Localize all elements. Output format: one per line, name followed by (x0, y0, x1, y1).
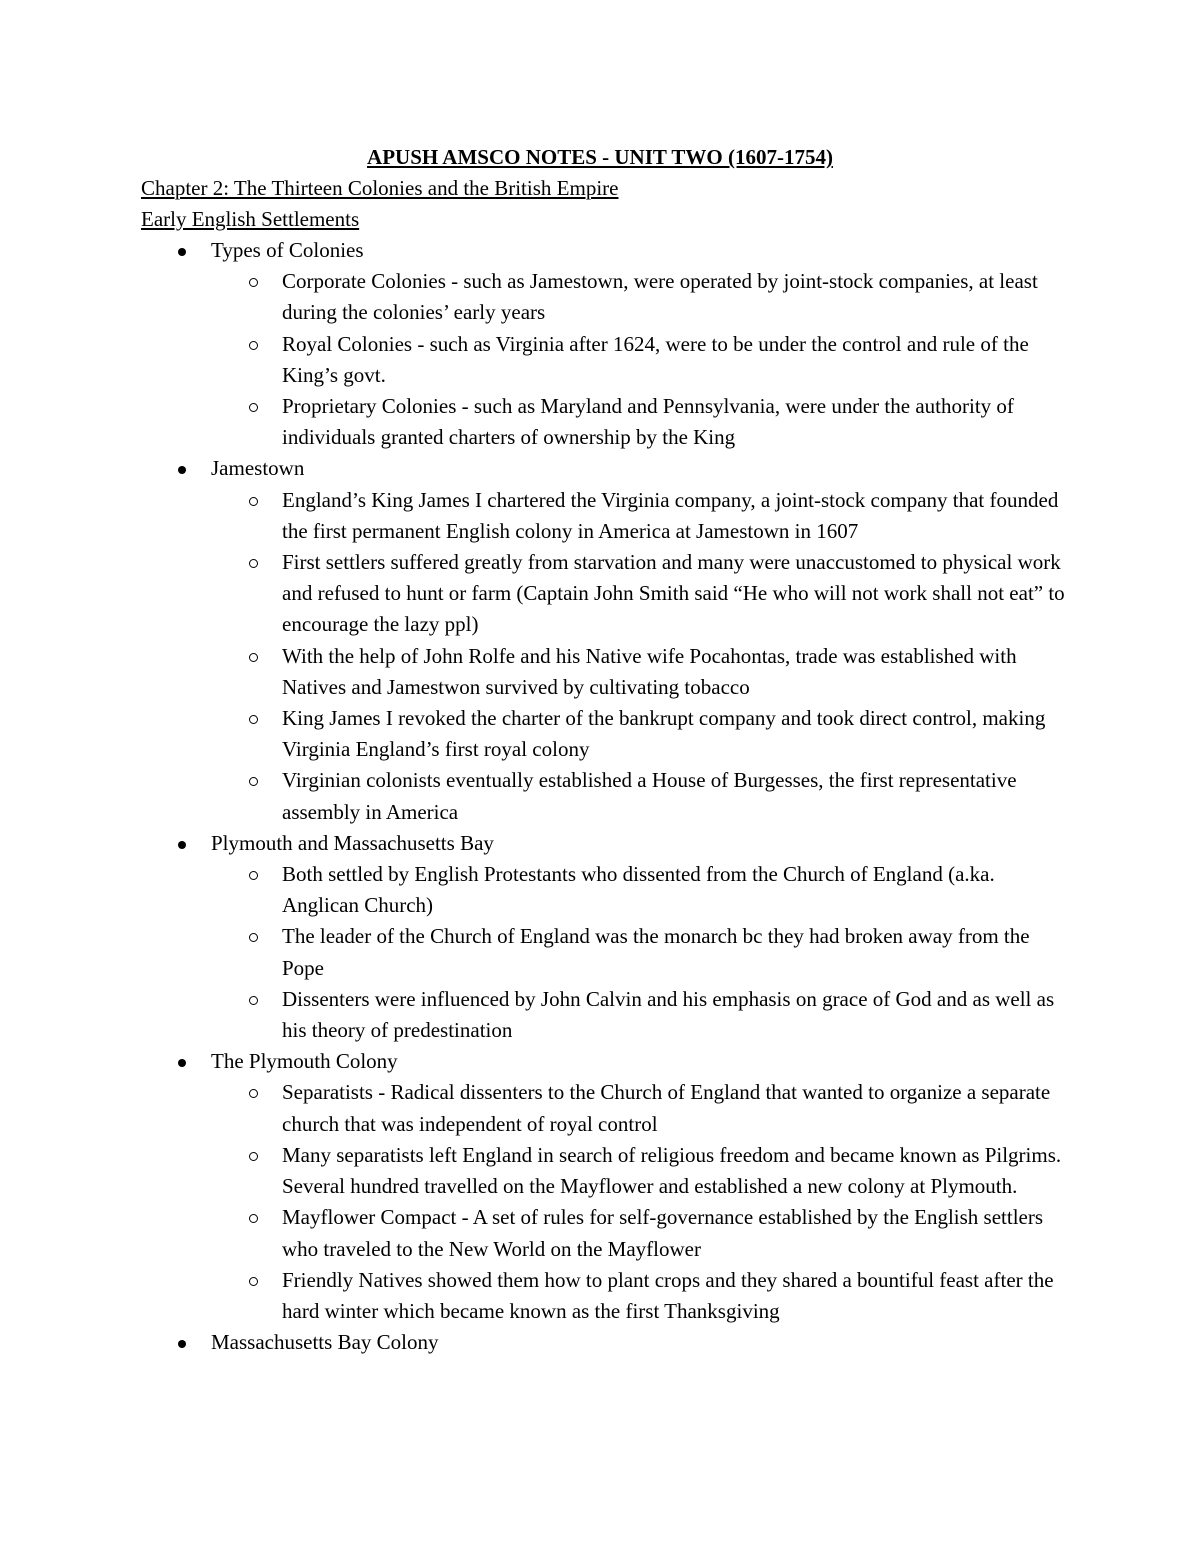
sub-bullet-text: Mayflower Compact - A set of rules for self-governance established by the English settlers who traveled to the New World on the Mayflower (282, 1205, 1044, 1261)
sub-bullet-list (211, 266, 1200, 453)
hollow-bullet-icon (249, 403, 258, 412)
sub-bullet-item (0, 547, 1072, 641)
sub-bullet-list (211, 1077, 1200, 1327)
sub-bullet-list (211, 859, 1200, 1046)
bullet-label: Types of Colonies (211, 238, 364, 262)
sub-bullet-item (0, 1202, 1072, 1264)
sub-bullet-text: With the help of John Rolfe and his Native wife Pocahontas, trade was established with Natives and Jamestwon survived by cultivating tobacco (282, 643, 1017, 699)
sub-bullet-item (0, 641, 1072, 703)
sub-bullet-text: First settlers suffered greatly from starvation and many were unaccustomed to physical work and refused to hunt or farm (Captain John Smith said “He who will not work shall not eat” to encourage the lazy ppl) (282, 550, 1065, 637)
hollow-bullet-icon (249, 497, 258, 506)
bullet-item (0, 453, 1200, 827)
bullet-label: Plymouth and Massachusetts Bay (211, 830, 494, 855)
bullet-label: Massachusetts Bay Colony (211, 1330, 439, 1355)
sub-bullet-text: Virginian colonists eventually established a House of Burgesses, the first representative assembly in America (282, 768, 1017, 824)
sub-bullet-text: Proprietary Colonies - such as Maryland and Pennsylvania, were under the authority of individuals granted charters of ownership by the King (282, 394, 1014, 450)
sub-bullet-text: England’s King James I chartered the Virginia company, a joint-stock company that founded the first permanent English colony in America at Jamestown in 1607 (282, 487, 1059, 543)
sub-bullet-item (0, 1140, 1072, 1202)
sub-bullet-item (0, 1265, 1072, 1327)
document-title: APUSH AMSCO NOTES - UNIT TWO (1607-1754) (367, 145, 833, 169)
sub-bullet-text: Royal Colonies - such as Virginia after 1624, were to be under the control and rule of the King’s govt. (282, 331, 1029, 387)
sub-bullet-text: Both settled by English Protestants who dissented from the Church of England (a.ka. Anglican Church) (282, 862, 995, 918)
bullet-item (0, 1327, 1200, 1358)
sub-bullet-item (0, 266, 1072, 328)
hollow-bullet-icon (249, 559, 258, 568)
sub-bullet-text: King James I revoked the charter of the bankrupt company and took direct control, making Virginia England’s first royal colony (282, 706, 1046, 762)
sub-bullet-text: The leader of the Church of England was the monarch bc they had broken away from the Pope (282, 924, 1030, 980)
filled-bullet-icon (178, 1059, 186, 1067)
sub-bullet-list (211, 485, 1200, 828)
hollow-bullet-icon (249, 933, 258, 942)
sub-bullet-item (0, 765, 1072, 827)
sub-bullet-text: Friendly Natives showed them how to plant crops and they shared a bountiful feast after the hard winter which became known as the first Thanksgiving (282, 1267, 1054, 1323)
hollow-bullet-icon (249, 1089, 258, 1098)
bullet-item (0, 1046, 1200, 1327)
hollow-bullet-icon (249, 715, 258, 724)
hollow-bullet-icon (249, 278, 258, 287)
sub-bullet-item (0, 485, 1072, 547)
sub-bullet-text: Many separatists left England in search of religious freedom and became known as Pilgrims. Several hundred travelled on the Mayflower and established a new colony at Plymouth. (282, 1142, 1062, 1199)
bullet-label: Jamestown (211, 456, 305, 481)
sub-bullet-text: Corporate Colonies - such as Jamestown, were operated by joint-stock companies, at least during the colonies’ early years (282, 269, 1038, 325)
hollow-bullet-icon (249, 996, 258, 1005)
sub-bullet-item (0, 703, 1072, 765)
filled-bullet-icon (178, 248, 186, 256)
sub-bullet-text: Dissenters were influenced by John Calvin and his emphasis on grace of God and as well as his theory of predestination (282, 986, 1055, 1043)
sub-bullet-item (0, 391, 1072, 453)
hollow-bullet-icon (249, 1152, 258, 1161)
sub-bullet-item (0, 984, 1072, 1046)
filled-bullet-icon (178, 466, 186, 474)
hollow-bullet-icon (249, 1214, 258, 1223)
filled-bullet-icon (178, 1340, 186, 1348)
hollow-bullet-icon (249, 777, 258, 786)
bullet-label: The Plymouth Colony (211, 1049, 398, 1074)
sub-bullet-item (0, 329, 1072, 391)
chapter-heading: Chapter 2: The Thirteen Colonies and the British Empire (141, 176, 619, 200)
sub-bullet-item (0, 921, 1072, 983)
sub-bullet-text: Separatists - Radical dissenters to the Church of England that wanted to organize a separate church that was independent of royal control (282, 1080, 1051, 1136)
hollow-bullet-icon (249, 871, 258, 880)
bullet-item (0, 828, 1200, 1046)
bullet-item (0, 235, 1200, 453)
sub-bullet-item (0, 859, 1072, 921)
section-heading: Early English Settlements (141, 207, 360, 231)
hollow-bullet-icon (249, 1277, 258, 1286)
sub-bullet-item (0, 1077, 1072, 1139)
hollow-bullet-icon (249, 341, 258, 350)
filled-bullet-icon (178, 841, 186, 849)
notes-outline (0, 235, 1200, 1358)
hollow-bullet-icon (249, 653, 258, 662)
